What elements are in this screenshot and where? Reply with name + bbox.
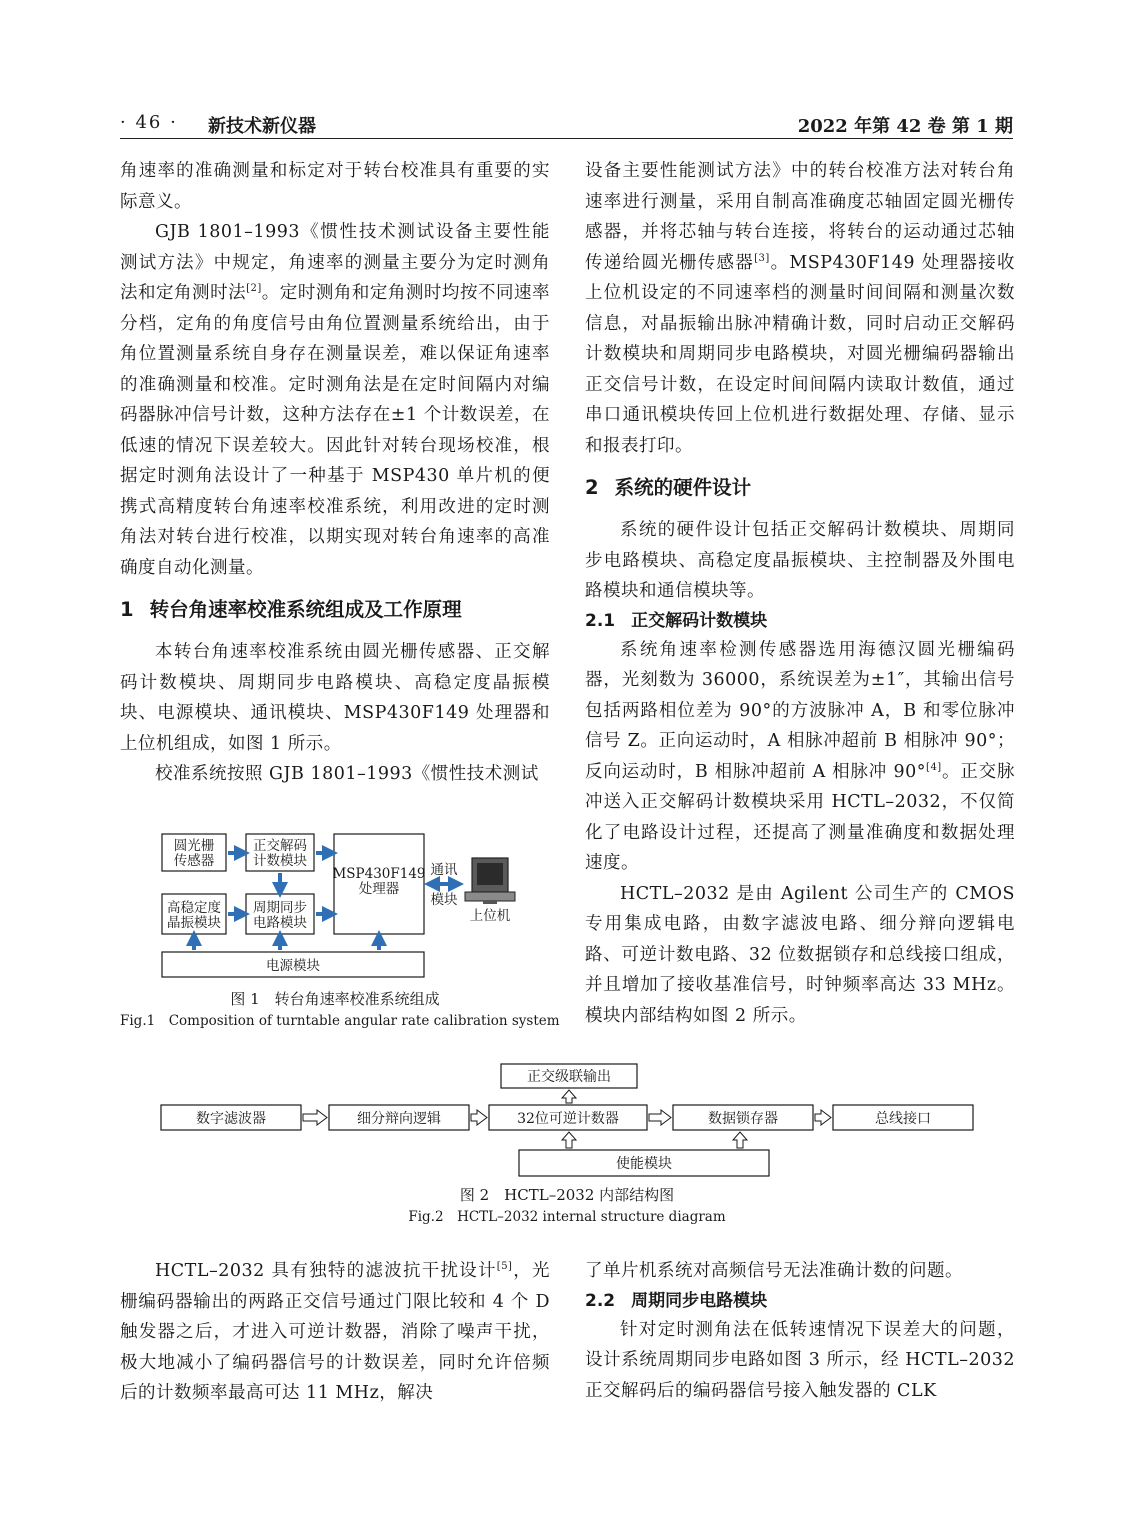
hollow-arrow-latch-bus	[815, 1110, 831, 1125]
bus-interface-label: 总线接口	[875, 1111, 931, 1127]
comm-label-1: 通讯	[430, 862, 458, 878]
figure-1-diagram	[150, 828, 550, 983]
paragraph: 角速率的准确测量和标定对于转台校准具有重要的实际意义。	[120, 161, 550, 212]
decoder-label-2: 计数模块	[253, 853, 307, 869]
digital-filter-label: 数字滤波器	[196, 1111, 266, 1127]
paragraph: HCTL–2032 是由 Agilent 公司生产的 CMOS 专用集成电路，由数字滤波电路、细分辩向逻辑电路、可逆计数电路、32 位数据锁存和总线接口组成，并且增加了接收基准信号，时钟频率高达 33 MHz。模块内部结构如图 2 所示。	[585, 883, 1015, 1026]
page-number: · 46 ·	[120, 112, 178, 133]
paragraph: 校准系统按照 GJB 1801–1993《惯性技术测试	[155, 764, 539, 784]
decoder-label-1: 正交解码	[253, 838, 307, 854]
hollow-arrow-counter-cascade	[562, 1090, 576, 1103]
figure-2-caption	[0, 1184, 1134, 1228]
issue-info: 2022 年第 42 卷 第 1 期	[797, 116, 1013, 137]
figure-2-caption-en: Fig.2 HCTL–2032 internal structure diagram	[408, 1209, 726, 1225]
bottom-right-column	[585, 1256, 1015, 1406]
hollow-arrow-logic-counter	[471, 1110, 487, 1125]
computer-icon	[465, 858, 515, 904]
hollow-arrow-enable-counter	[562, 1132, 576, 1148]
paragraph: 系统角速率检测传感器选用海德汉圆光栅编码器，光刻数为 36000，系统误差为±1″，其输出信号包括两路相位差为 90°的方波脉冲 A，B 和零位脉冲信号 Z。正向运动时，A 相脉冲超前 B 相脉冲 90°；反向运动时，B 相脉冲超前 A 相脉冲 90°[4]。正交脉冲送入正交解码计数模块采用 HCTL–2032，不仅简化了电路设计过程，还提高了测量准确度和数据处理速度。	[585, 639, 1015, 873]
citation[interactable]: [2]	[246, 283, 262, 294]
counter-label: 32位可逆计数器	[517, 1111, 619, 1127]
host-label: 上位机	[469, 908, 511, 924]
mcu-label-2: 处理器	[358, 881, 400, 897]
citation[interactable]: [5]	[496, 1261, 513, 1272]
hollow-arrow-counter-latch	[649, 1110, 671, 1125]
power-label: 电源模块	[266, 958, 320, 974]
paragraph: GJB 1801–1993《惯性技术测试设备主要性能测试方法》中规定，角速率的测量主要分为定时测角法和定角测时法[2]。定时测角和定角测时均按不同速率分档，定角的角度信号由角位置测量系统给出，由于角位置测量系统自身存在测量误差，难以保证角速率的准确测量和校准。定时测角法是在定时间隔内对编码器脉冲信号计数，这种方法存在±1 个计数误差，在低速的情况下误差较大。因此针对转台现场校准，根据定时测角法设计了一种基于 MSP430 单片机的便携式高精度转台角速率校准系统，利用改进的定时测角法对转台进行校准，以期实现对转台角速率的高准确度自动化测量。	[120, 222, 551, 578]
figure-1-caption-en: Fig.1 Composition of turntable angular rate calibration system	[120, 1013, 560, 1029]
mcu-label-1: MSP430F149	[332, 866, 426, 882]
direction-logic-label: 细分辩向逻辑	[357, 1111, 441, 1127]
figure-1-caption-cn: 图 1 转台角速率校准系统组成	[230, 990, 440, 1008]
hollow-arrow-enable-latch	[733, 1132, 747, 1148]
sync-label-2: 电路模块	[253, 915, 307, 931]
subsection-heading: 2.1 正交解码计数模块	[585, 610, 768, 631]
figure-2-caption-cn: 图 2 HCTL–2032 内部结构图	[459, 1186, 675, 1204]
grating-label-2: 传感器	[173, 853, 215, 869]
hollow-arrow-filter-logic	[303, 1110, 327, 1125]
journal-section: 新技术新仪器	[208, 116, 316, 137]
crystal-label-2: 晶振模块	[167, 915, 221, 931]
paragraph: 本转台角速率校准系统由圆光栅传感器、正交解码计数模块、周期同步电路模块、高稳定度晶振模块、电源模块、通讯模块、MSP430F149 处理器和上位机组成，如图 1 所示。	[120, 642, 550, 754]
cascade-output-label: 正交级联输出	[527, 1069, 611, 1085]
section-heading: 1 转台角速率校准系统组成及工作原理	[120, 598, 462, 621]
section-heading: 2 系统的硬件设计	[585, 476, 752, 499]
crystal-label-1: 高稳定度	[167, 900, 221, 916]
bottom-left-column	[120, 1256, 550, 1409]
paragraph: 了单片机系统对高频信号无法准确计数的问题。	[585, 1261, 963, 1281]
running-header	[120, 108, 1013, 139]
paragraph: 设备主要性能测试方法》中的转台校准方法对转台角速率进行测量，采用自制高准确度芯轴固定圆光栅传感器，并将芯轴与转台连接，将转台的运动通过芯轴传递给圆光栅传感器[3]。MSP430F149 处理器接收上位机设定的不同速率档的测量时间间隔和测量次数信息，对晶振输出脉冲精确计数，同时启动正交解码计数模块和周期同步电路模块，对圆光栅编码器输出正交信号计数，在设定时间间隔内读取计数值，通过串口通讯模块传回上位机进行数据处理、存储、显示和报表打印。	[585, 161, 1015, 456]
enable-label: 使能模块	[616, 1156, 672, 1172]
latch-label: 数据锁存器	[708, 1111, 778, 1127]
citation[interactable]: [4]	[926, 761, 942, 773]
citation[interactable]: [3]	[754, 252, 770, 264]
figure-1-caption	[120, 988, 560, 1032]
paragraph: HCTL–2032 具有独特的滤波抗干扰设计[5]，光栅编码器输出的两路正交信号通过门限比较和 4 个 D 触发器之后，才进入可逆计数器，消除了噪声干扰，极大地减小了编码器信号的计数误差，同时允许倍频后的计数频率最高可达 11 MHz，解决	[120, 1261, 551, 1403]
grating-label-1: 圆光栅	[173, 838, 215, 854]
figure-2-diagram	[157, 1060, 977, 1180]
paragraph: 针对定时测角法在低转速情况下误差大的问题，设计系统周期同步电路如图 3 所示，经 HCTL–2032 正交解码后的编码器信号接入触发器的 CLK	[585, 1319, 1015, 1401]
paragraph: 系统的硬件设计包括正交解码计数模块、周期同步电路模块、高稳定度晶振模块、主控制器及外围电路模块和通信模块等。	[585, 520, 1015, 601]
right-column	[585, 156, 1015, 1031]
subsection-heading: 2.2 周期同步电路模块	[585, 1290, 768, 1311]
comm-label-2: 模块	[430, 892, 458, 908]
sync-label-1: 周期同步	[253, 900, 307, 916]
left-column	[120, 156, 550, 790]
